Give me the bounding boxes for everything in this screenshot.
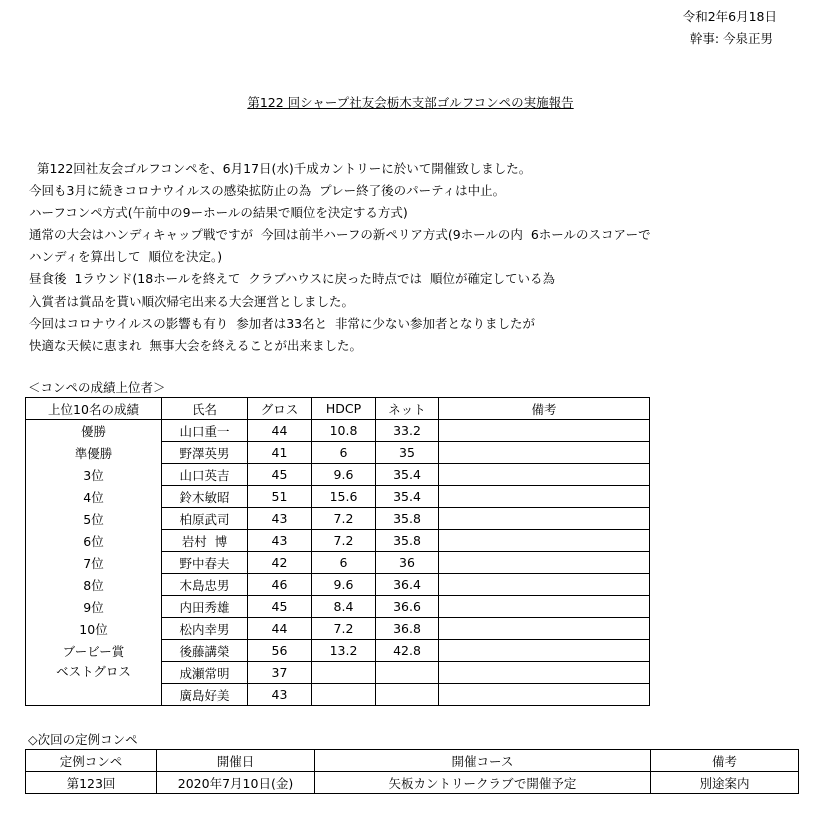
body-line: ハーフコンペ方式(午前中の9ーホールの結果で順位を決定する方式): [29, 205, 408, 221]
rank-cell: 8位: [26, 574, 162, 596]
net-cell: 35.4: [376, 464, 439, 486]
hdcp-cell: 9.6: [312, 464, 376, 486]
hdcp-cell: 6: [312, 552, 376, 574]
name-cell: 成瀬常明: [162, 662, 248, 684]
net-cell: 36.8: [376, 618, 439, 640]
rank-cell: 7位: [26, 552, 162, 574]
hdcp-cell: [312, 684, 376, 706]
rank-cell: 4位: [26, 486, 162, 508]
course-cell: 矢板カントリークラブで開催予定: [315, 772, 651, 794]
body-line: 昼食後 1ラウンド(18ホールを終えて クラブハウスに戻った時点では 順位が確定している為: [29, 271, 555, 287]
column-header: 開催日: [157, 750, 315, 772]
remarks-cell: [439, 640, 650, 662]
remarks-cell: [439, 442, 650, 464]
name-cell: 内田秀雄: [162, 596, 248, 618]
name-cell: 山口重一: [162, 420, 248, 442]
next-competition-heading: ◇次回の定例コンペ: [28, 732, 138, 747]
hdcp-cell: 10.8: [312, 420, 376, 442]
net-cell: [376, 662, 439, 684]
body-line: 今回はコロナウイルスの影響も有り 参加者は33名と 非常に少ない参加者となりましたが: [29, 315, 536, 331]
remarks-cell: [439, 574, 650, 596]
table-row: [26, 618, 650, 640]
next-competition-table: [25, 749, 799, 794]
remarks-cell: [439, 596, 650, 618]
secretary-name: 幹事: 今泉正男: [689, 31, 773, 46]
table-row: [26, 420, 650, 442]
name-cell: 山口英吉: [162, 464, 248, 486]
gross-cell: 44: [248, 618, 312, 640]
table-row: [26, 530, 650, 552]
net-cell: 35.8: [376, 508, 439, 530]
net-cell: 36: [376, 552, 439, 574]
hdcp-cell: 7.2: [312, 530, 376, 552]
body-line: 通常の大会はハンディキャップ戦ですが 今回は前半ハーフの新ペリア方式(9ホールの内 6ホールのスコアーで: [29, 227, 651, 243]
column-header: 開催コース: [315, 750, 651, 772]
remarks-cell: [439, 552, 650, 574]
hdcp-cell: 9.6: [312, 574, 376, 596]
hdcp-cell: 6: [312, 442, 376, 464]
table-row: [26, 486, 650, 508]
gross-cell: 42: [248, 552, 312, 574]
remarks-cell: [439, 486, 650, 508]
remarks-cell: [439, 530, 650, 552]
body-line: 第122回社友会ゴルフコンペを、6月17日(水)千成カントリーに於いて開催致しました。: [29, 161, 532, 176]
body-line: 入賞者は賞品を貰い順次帰宅出来る大会運営としました。: [29, 293, 355, 309]
name-cell: 松内幸男: [162, 618, 248, 640]
column-header: グロス: [248, 398, 312, 420]
column-header: 上位10名の成績: [26, 398, 162, 420]
name-cell: 木島忠男: [162, 574, 248, 596]
name-cell: 廣島好美: [162, 684, 248, 706]
table-row: [26, 640, 650, 662]
gross-cell: 51: [248, 486, 312, 508]
hdcp-cell: 8.4: [312, 596, 376, 618]
gross-cell: 43: [248, 684, 312, 706]
rank-cell: ブービー賞: [26, 640, 162, 662]
table-row: [26, 552, 650, 574]
name-cell: 野澤英男: [162, 442, 248, 464]
gross-cell: 43: [248, 530, 312, 552]
name-cell: 岩村 博: [162, 530, 248, 552]
gross-cell: 45: [248, 596, 312, 618]
net-cell: 36.6: [376, 596, 439, 618]
net-cell: 33.2: [376, 420, 439, 442]
net-cell: 36.4: [376, 574, 439, 596]
report-title: 第122 回シャープ社友会栃木支部ゴルフコンペの実施報告: [247, 95, 574, 110]
net-cell: 42.8: [376, 640, 439, 662]
net-cell: 35.8: [376, 530, 439, 552]
table-row: [26, 684, 650, 706]
report-date: 令和2年6月18日: [682, 9, 777, 24]
gross-cell: 37: [248, 662, 312, 684]
rank-cell: 3位: [26, 464, 162, 486]
results-table: [25, 397, 650, 706]
rank-cell: 5位: [26, 508, 162, 530]
rank-cell: 6位: [26, 530, 162, 552]
gross-cell: 46: [248, 574, 312, 596]
column-header: 備考: [651, 750, 799, 772]
gross-cell: 45: [248, 464, 312, 486]
net-cell: 35.4: [376, 486, 439, 508]
column-header: 定例コンペ: [26, 750, 157, 772]
rank-cell: 10位: [26, 618, 162, 640]
remarks-cell: [439, 618, 650, 640]
name-cell: 後藤講榮: [162, 640, 248, 662]
net-cell: 35: [376, 442, 439, 464]
competition-number-cell: 第123回: [26, 772, 157, 794]
table-row: [26, 596, 650, 618]
body-line: ハンディを算出して 順位を決定。): [29, 249, 223, 265]
column-header: 備考: [439, 398, 650, 420]
gross-cell: 56: [248, 640, 312, 662]
body-line: 今回も3月に続きコロナウイルスの感染拡防止の為 プレー終了後のパーティは中止。: [29, 183, 506, 199]
table-row: [26, 574, 650, 596]
remarks-cell: [439, 508, 650, 530]
column-header: ネット: [376, 398, 439, 420]
column-header: 氏名: [162, 398, 248, 420]
hdcp-cell: 15.6: [312, 486, 376, 508]
table-row: [26, 772, 799, 794]
hdcp-cell: [312, 662, 376, 684]
gross-cell: 44: [248, 420, 312, 442]
hdcp-cell: 7.2: [312, 618, 376, 640]
table-row: [26, 508, 650, 530]
results-heading: ＜コンペの成績上位者＞: [28, 380, 166, 395]
table-row: [26, 442, 650, 464]
rank-cell: 準優勝: [26, 442, 162, 464]
name-cell: 鈴木敏昭: [162, 486, 248, 508]
hdcp-cell: 13.2: [312, 640, 376, 662]
remarks-cell: [439, 420, 650, 442]
rank-cell: 優勝: [26, 420, 162, 442]
body-line: 快適な天候に恵まれ 無事大会を終えることが出来ました。: [29, 337, 362, 353]
report-body: [29, 158, 651, 357]
gross-cell: 43: [248, 508, 312, 530]
name-cell: 野中春夫: [162, 552, 248, 574]
remarks-cell: [439, 464, 650, 486]
net-cell: [376, 684, 439, 706]
rank-cell: [26, 684, 162, 706]
remarks-cell: 別途案内: [651, 772, 799, 794]
name-cell: 柏原武司: [162, 508, 248, 530]
table-header-row: [26, 750, 799, 772]
gross-cell: 41: [248, 442, 312, 464]
column-header: HDCP: [312, 398, 376, 420]
remarks-cell: [439, 684, 650, 706]
rank-cell: ベストグロス: [26, 662, 162, 684]
hdcp-cell: 7.2: [312, 508, 376, 530]
table-row: [26, 662, 650, 684]
remarks-cell: [439, 662, 650, 684]
rank-cell: 9位: [26, 596, 162, 618]
table-header-row: [26, 398, 650, 420]
date-cell: 2020年7月10日(金): [157, 772, 315, 794]
table-row: [26, 464, 650, 486]
